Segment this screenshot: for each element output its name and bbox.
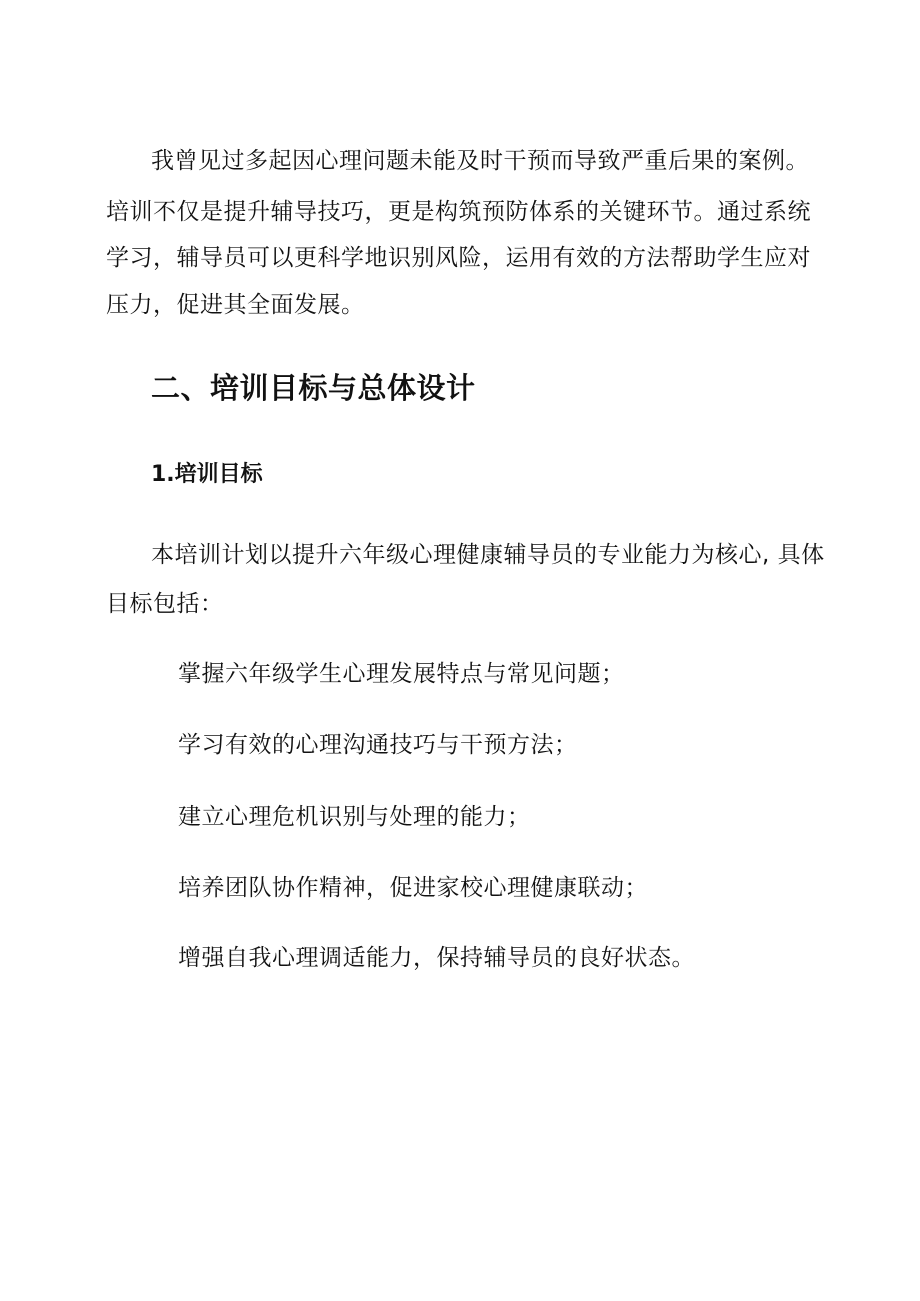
subsection-heading: 1.培训目标 [151, 462, 263, 487]
intro-line-4: 压力，促进其全面发展。 [106, 292, 365, 318]
section-heading: 二、培训目标与总体设计 [151, 371, 476, 405]
goal-item-5: 增强自我心理调适能力，保持辅导员的良好状态。 [178, 945, 695, 971]
intro-line-1: 我曾见过多起因心理问题未能及时干预而导致严重后果的案例。 [151, 148, 809, 174]
intro-line-2: 培训不仅是提升辅导技巧，更是构筑预防体系的关键环节。通过系统 [106, 199, 811, 225]
goals-intro-line-1: 本培训计划以提升六年级心理健康辅导员的专业能力为核心, 具体 [151, 542, 825, 568]
goal-item-4: 培养团队协作精神，促进家校心理健康联动； [178, 875, 648, 901]
goal-item-2: 学习有效的心理沟通技巧与干预方法； [178, 732, 578, 758]
intro-line-3: 学习，辅导员可以更科学地识别风险，运用有效的方法帮助学生应对 [106, 245, 811, 271]
goals-intro-line-2: 目标包括： [106, 591, 224, 617]
goal-item-3: 建立心理危机识别与处理的能力； [178, 804, 531, 830]
goal-item-1: 掌握六年级学生心理发展特点与常见问题； [178, 661, 625, 687]
